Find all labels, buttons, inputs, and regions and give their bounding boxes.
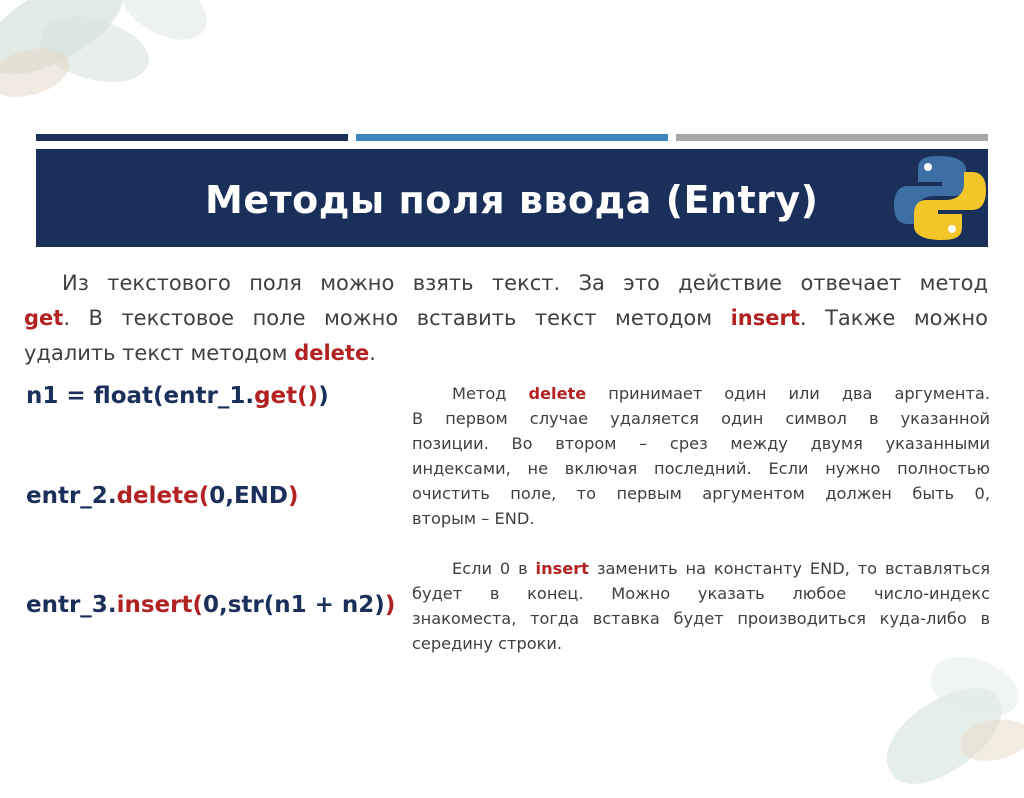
keyword-insert: insert: [730, 306, 800, 330]
header-stripe-dark: [36, 134, 348, 141]
code-line-delete: entr_2.delete(0,END): [26, 483, 299, 509]
python-logo-icon: [890, 150, 990, 246]
intro-line-1: Из текстового поля можно взять текст. За это действие отвечает метод: [62, 271, 988, 295]
intro-line-2: get. В текстовое поле можно вставить текст методом insert. Также можно: [24, 306, 989, 330]
insert-note: Если 0 в insert заменить на константу END, то вставляться будет в конец. Можно указать любое число-индекс знакоместа, тогда вставка будет производиться куда-либо в середину строки.: [412, 556, 990, 656]
keyword-delete: delete: [294, 341, 370, 365]
intro-paragraph: [24, 266, 988, 371]
code-line-insert: entr_3.insert(0,str(n1 + n2)): [26, 592, 396, 618]
delete-note: Метод delete принимает один или два аргумента. В первом случае удаляется один символ в указанной позиции. Во втором – срез между двумя указанными индексами, не включая последний. Если нужно полностью очистить поле, то первым аргументом должен быть 0, вторым – END.: [412, 381, 990, 531]
header-stripe-gray: [676, 134, 988, 141]
insert-note-line-1: Если 0 в insert заменить на константу END, то вставляться: [452, 559, 990, 578]
slide-title: Методы поля ввода (Entry): [205, 178, 819, 222]
code-line-get: n1 = float(entr_1.get()): [26, 383, 329, 409]
keyword-get: get: [24, 306, 64, 330]
delete-note-line-1: Метод delete принимает один или два аргумента.: [452, 384, 990, 403]
header-stripe-blue: [356, 134, 668, 141]
intro-line-3: удалить текст методом delete.: [24, 341, 376, 365]
